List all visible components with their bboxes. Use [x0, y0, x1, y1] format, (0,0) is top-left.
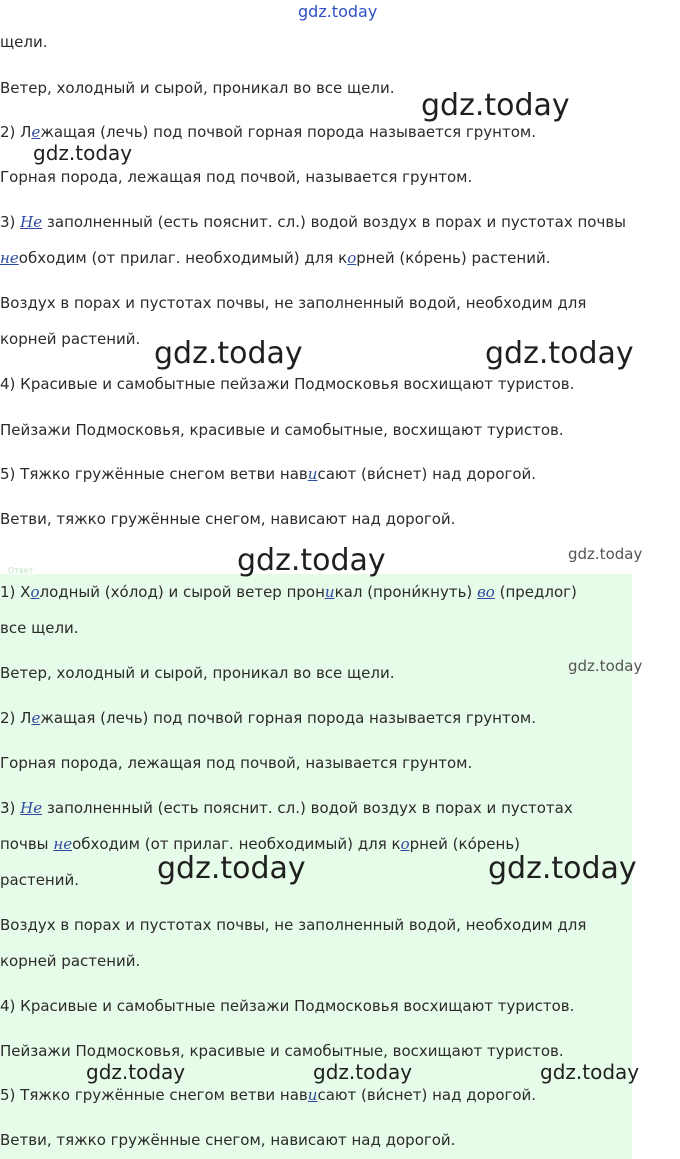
text-line: щели. [0, 33, 48, 51]
text-line: Ветер, холодный и сырой, проникал во все щели. [0, 79, 395, 97]
underlined-letter: и [307, 1086, 318, 1104]
answer-tag: Ответ [8, 566, 34, 575]
text-line: 3) Не заполненный (есть пояснит. сл.) водой воздух в порах и пустотах [0, 799, 573, 817]
watermark: gdz.today [313, 1060, 413, 1084]
text-line: Ветви, тяжко гружённые снегом, нависают над дорогой. [0, 1131, 456, 1149]
watermark: gdz.today [33, 141, 133, 165]
watermark: gdz.today [157, 851, 306, 886]
text-line: Воздух в порах и пустотах почвы, не заполненный водой, необходим для [0, 294, 587, 312]
watermark: gdz.today [568, 545, 643, 563]
underlined-letter: и [307, 465, 318, 483]
text-line: 1) Холодный (хо́лод) и сырой ветер проникал (прони́кнуть) во (предлог) [0, 583, 577, 601]
text-line: корней растений. [0, 952, 141, 970]
watermark: gdz.today [298, 2, 378, 21]
watermark: gdz.today [154, 336, 303, 371]
text-line: все щели. [0, 619, 79, 637]
underlined-word: не [0, 249, 19, 267]
underlined-word: Не [20, 213, 43, 231]
text-line: Воздух в порах и пустотах почвы, не заполненный водой, необходим для [0, 916, 587, 934]
watermark: gdz.today [485, 336, 634, 371]
underlined-letter: о [400, 835, 410, 853]
watermark: gdz.today [237, 543, 386, 578]
text-line: Пейзажи Подмосковья, красивые и самобытные, восхищают туристов. [0, 1042, 564, 1060]
text-line: 4) Красивые и самобытные пейзажи Подмосковья восхищают туристов. [0, 997, 575, 1015]
underlined-word: не [53, 835, 73, 853]
watermark: gdz.today [421, 88, 570, 123]
underlined-letter: о [347, 249, 357, 267]
underlined-word: Не [20, 799, 43, 817]
text-line: 2) Лежащая (лечь) под почвой горная порода называется грунтом. [0, 709, 536, 727]
underlined-word: во [477, 583, 495, 601]
text-line: Горная порода, лежащая под почвой, называется грунтом. [0, 754, 473, 772]
watermark: gdz.today [568, 657, 643, 675]
text-line: необходим (от прилаг. необходимый) для корней (ко́рень) растений. [0, 249, 551, 267]
watermark: gdz.today [86, 1060, 186, 1084]
text-line: 3) Не заполненный (есть пояснит. сл.) водой воздух в порах и пустотах почвы [0, 213, 627, 231]
text-line: Пейзажи Подмосковья, красивые и самобытные, восхищают туристов. [0, 421, 564, 439]
text-line: 4) Красивые и самобытные пейзажи Подмосковья восхищают туристов. [0, 375, 575, 393]
underlined-letter: е [31, 709, 41, 727]
underlined-letter: о [30, 583, 40, 601]
text-line: Ветви, тяжко гружённые снегом, нависают над дорогой. [0, 510, 456, 528]
text-line: растений. [0, 871, 79, 889]
text-line: 5) Тяжко гружённые снегом ветви нависают (ви́снет) над дорогой. [0, 1086, 537, 1104]
text-line: 2) Лежащая (лечь) под почвой горная порода называется грунтом. [0, 123, 536, 141]
text-line: Ветер, холодный и сырой, проникал во все щели. [0, 664, 395, 682]
underlined-letter: е [31, 123, 41, 141]
underlined-letter: и [324, 583, 335, 601]
text-line: 5) Тяжко гружённые снегом ветви нависают (ви́снет) над дорогой. [0, 465, 537, 483]
text-line: Горная порода, лежащая под почвой, называется грунтом. [0, 168, 473, 186]
text-line: корней растений. [0, 330, 141, 348]
text-line: почвы необходим (от прилаг. необходимый) для корней (ко́рень) [0, 835, 521, 853]
watermark: gdz.today [488, 851, 637, 886]
watermark: gdz.today [540, 1060, 640, 1084]
